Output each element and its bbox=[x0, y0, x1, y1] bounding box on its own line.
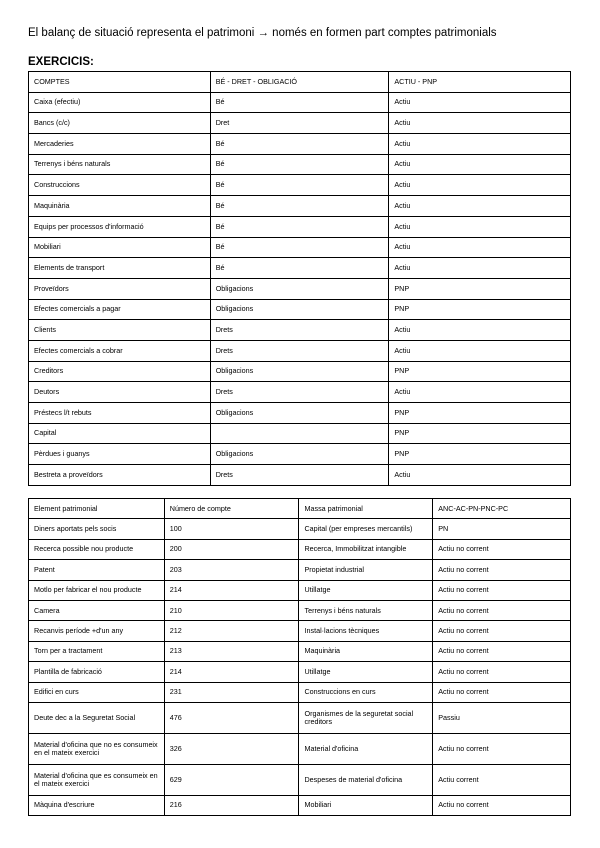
cell-account: Préstecs l/t rebuts bbox=[29, 403, 211, 424]
table-row bbox=[29, 216, 571, 237]
cell-account: Efectes comercials a pagar bbox=[29, 299, 211, 320]
cell-element: Patent bbox=[29, 560, 165, 580]
cell-mass: Instal·lacions tècniques bbox=[299, 621, 433, 641]
table-row bbox=[29, 196, 571, 217]
table-row bbox=[29, 299, 571, 320]
cell-type: Bé bbox=[210, 175, 389, 196]
patrimonial-elements-table bbox=[28, 498, 571, 816]
cell-category: Passiu bbox=[433, 702, 571, 733]
table-header-row bbox=[29, 499, 571, 519]
cell-category: Actiu no corrent bbox=[433, 580, 571, 600]
table-row bbox=[29, 423, 571, 444]
table-row bbox=[29, 560, 571, 580]
cell-classification: Actiu bbox=[389, 320, 571, 341]
cell-mass: Maquinària bbox=[299, 641, 433, 661]
table-row bbox=[29, 702, 571, 733]
column-header-account-number: Número de compte bbox=[164, 499, 299, 519]
cell-type: Obligacions bbox=[210, 444, 389, 465]
cell-classification: PNP bbox=[389, 278, 571, 299]
cell-classification: Actiu bbox=[389, 216, 571, 237]
table-row bbox=[29, 237, 571, 258]
table-row bbox=[29, 278, 571, 299]
cell-account-number: 216 bbox=[164, 795, 299, 815]
cell-classification: Actiu bbox=[389, 113, 571, 134]
cell-account-number: 200 bbox=[164, 539, 299, 559]
cell-category: Actiu no corrent bbox=[433, 539, 571, 559]
table-row bbox=[29, 733, 571, 764]
cell-type: Bé bbox=[210, 154, 389, 175]
cell-type: Drets bbox=[210, 465, 389, 486]
cell-account-number: 214 bbox=[164, 580, 299, 600]
cell-account: Bestreta a proveïdors bbox=[29, 465, 211, 486]
cell-category: Actiu no corrent bbox=[433, 682, 571, 702]
cell-mass: Despeses de material d'oficina bbox=[299, 764, 433, 795]
cell-type: Bé bbox=[210, 134, 389, 155]
table-row bbox=[29, 444, 571, 465]
cell-mass: Propietat industrial bbox=[299, 560, 433, 580]
table-row bbox=[29, 682, 571, 702]
cell-element: Material d'oficina que es consumeix en el mateix exercici bbox=[29, 764, 165, 795]
cell-mass: Utillatge bbox=[299, 662, 433, 682]
cell-account: Proveïdors bbox=[29, 278, 211, 299]
cell-classification: Actiu bbox=[389, 340, 571, 361]
cell-mass: Utillatge bbox=[299, 580, 433, 600]
cell-mass: Recerca, Immobilitzat intangible bbox=[299, 539, 433, 559]
cell-classification: Actiu bbox=[389, 237, 571, 258]
intro-text: El balanç de situació representa el patrimoni → només en formen part comptes patrimonials bbox=[28, 27, 497, 39]
table-row bbox=[29, 662, 571, 682]
cell-account: Maquinària bbox=[29, 196, 211, 217]
cell-element: Recerca possible nou producte bbox=[29, 539, 165, 559]
cell-classification: Actiu bbox=[389, 465, 571, 486]
cell-account-number: 214 bbox=[164, 662, 299, 682]
cell-type: Drets bbox=[210, 382, 389, 403]
cell-category: Actiu no corrent bbox=[433, 600, 571, 620]
cell-type: Bé bbox=[210, 216, 389, 237]
cell-type: Bé bbox=[210, 92, 389, 113]
cell-type: Obligacions bbox=[210, 278, 389, 299]
table-row bbox=[29, 403, 571, 424]
cell-type: Bé bbox=[210, 237, 389, 258]
cell-element: Plantilla de fabricació bbox=[29, 662, 165, 682]
cell-account: Pèrdues i guanys bbox=[29, 444, 211, 465]
cell-account: Equips per processos d'informació bbox=[29, 216, 211, 237]
cell-classification: PNP bbox=[389, 299, 571, 320]
cell-category: Actiu no corrent bbox=[433, 621, 571, 641]
cell-element: Màquina d'escriure bbox=[29, 795, 165, 815]
cell-type: Bé bbox=[210, 258, 389, 279]
cell-mass: Mobiliari bbox=[299, 795, 433, 815]
column-header-type: BÉ - DRET - OBLIGACIÓ bbox=[210, 72, 389, 93]
table-row bbox=[29, 340, 571, 361]
table-row bbox=[29, 92, 571, 113]
cell-element: Diners aportats pels socis bbox=[29, 519, 165, 539]
cell-mass: Material d'oficina bbox=[299, 733, 433, 764]
cell-element: Recanvis període +d'un any bbox=[29, 621, 165, 641]
cell-account: Creditors bbox=[29, 361, 211, 382]
column-header-mass: Massa patrimonial bbox=[299, 499, 433, 519]
table-row bbox=[29, 580, 571, 600]
cell-classification: PNP bbox=[389, 361, 571, 382]
column-header-account: COMPTES bbox=[29, 72, 211, 93]
table-row bbox=[29, 641, 571, 661]
cell-classification: PNP bbox=[389, 403, 571, 424]
table-row bbox=[29, 519, 571, 539]
cell-category: Actiu no corrent bbox=[433, 641, 571, 661]
table-row bbox=[29, 600, 571, 620]
exercises-heading: EXERCICIS: bbox=[28, 56, 94, 68]
cell-account: Mercaderies bbox=[29, 134, 211, 155]
table-row bbox=[29, 361, 571, 382]
cell-type: Obligacions bbox=[210, 299, 389, 320]
cell-mass: Terrenys i béns naturals bbox=[299, 600, 433, 620]
cell-account-number: 212 bbox=[164, 621, 299, 641]
cell-account: Efectes comercials a cobrar bbox=[29, 340, 211, 361]
cell-category: Actiu no corrent bbox=[433, 733, 571, 764]
cell-account: Construccions bbox=[29, 175, 211, 196]
cell-category: Actiu corrent bbox=[433, 764, 571, 795]
cell-element: Camera bbox=[29, 600, 165, 620]
cell-element: Motlo per fabricar el nou producte bbox=[29, 580, 165, 600]
cell-classification: PNP bbox=[389, 423, 571, 444]
cell-classification: Actiu bbox=[389, 92, 571, 113]
table-row bbox=[29, 621, 571, 641]
cell-account-number: 629 bbox=[164, 764, 299, 795]
cell-account-number: 100 bbox=[164, 519, 299, 539]
cell-category: Actiu no corrent bbox=[433, 560, 571, 580]
cell-type: Drets bbox=[210, 340, 389, 361]
cell-category: Actiu no corrent bbox=[433, 795, 571, 815]
table-row bbox=[29, 764, 571, 795]
table-row bbox=[29, 320, 571, 341]
table-row bbox=[29, 539, 571, 559]
column-header-element: Element patrimonial bbox=[29, 499, 165, 519]
table-row bbox=[29, 175, 571, 196]
table-row bbox=[29, 134, 571, 155]
cell-classification: Actiu bbox=[389, 154, 571, 175]
cell-mass: Capital (per empreses mercantils) bbox=[299, 519, 433, 539]
cell-classification: Actiu bbox=[389, 175, 571, 196]
cell-category: Actiu no corrent bbox=[433, 662, 571, 682]
table-row bbox=[29, 113, 571, 134]
cell-account: Caixa (efectiu) bbox=[29, 92, 211, 113]
cell-account: Bancs (c/c) bbox=[29, 113, 211, 134]
cell-element: Torn per a tractament bbox=[29, 641, 165, 661]
cell-account-number: 231 bbox=[164, 682, 299, 702]
cell-account-number: 476 bbox=[164, 702, 299, 733]
table-row bbox=[29, 795, 571, 815]
cell-account: Capital bbox=[29, 423, 211, 444]
cell-element: Deute dec a la Seguretat Social bbox=[29, 702, 165, 733]
table-header-row bbox=[29, 72, 571, 93]
cell-account: Clients bbox=[29, 320, 211, 341]
cell-element: Edifici en curs bbox=[29, 682, 165, 702]
table-row bbox=[29, 382, 571, 403]
cell-type: Obligacions bbox=[210, 403, 389, 424]
cell-category: PN bbox=[433, 519, 571, 539]
table-row bbox=[29, 154, 571, 175]
column-header-category: ANC-AC-PN-PNC-PC bbox=[433, 499, 571, 519]
cell-mass: Construccions en curs bbox=[299, 682, 433, 702]
cell-type bbox=[210, 423, 389, 444]
cell-classification: Actiu bbox=[389, 134, 571, 155]
cell-account-number: 326 bbox=[164, 733, 299, 764]
cell-element: Material d'oficina que no es consumeix en el mateix exercici bbox=[29, 733, 165, 764]
accounts-classification-table bbox=[28, 71, 571, 486]
cell-type: Obligacions bbox=[210, 361, 389, 382]
cell-account-number: 213 bbox=[164, 641, 299, 661]
cell-type: Bé bbox=[210, 196, 389, 217]
column-header-classification: ACTIU - PNP bbox=[389, 72, 571, 93]
cell-account: Terrenys i béns naturals bbox=[29, 154, 211, 175]
table-row bbox=[29, 465, 571, 486]
cell-classification: Actiu bbox=[389, 196, 571, 217]
cell-account-number: 203 bbox=[164, 560, 299, 580]
cell-account: Elements de transport bbox=[29, 258, 211, 279]
table-row bbox=[29, 258, 571, 279]
cell-type: Drets bbox=[210, 320, 389, 341]
cell-type: Dret bbox=[210, 113, 389, 134]
cell-account: Deutors bbox=[29, 382, 211, 403]
cell-account: Mobiliari bbox=[29, 237, 211, 258]
cell-account-number: 210 bbox=[164, 600, 299, 620]
cell-mass: Organismes de la seguretat social creditors bbox=[299, 702, 433, 733]
cell-classification: PNP bbox=[389, 444, 571, 465]
cell-classification: Actiu bbox=[389, 382, 571, 403]
cell-classification: Actiu bbox=[389, 258, 571, 279]
